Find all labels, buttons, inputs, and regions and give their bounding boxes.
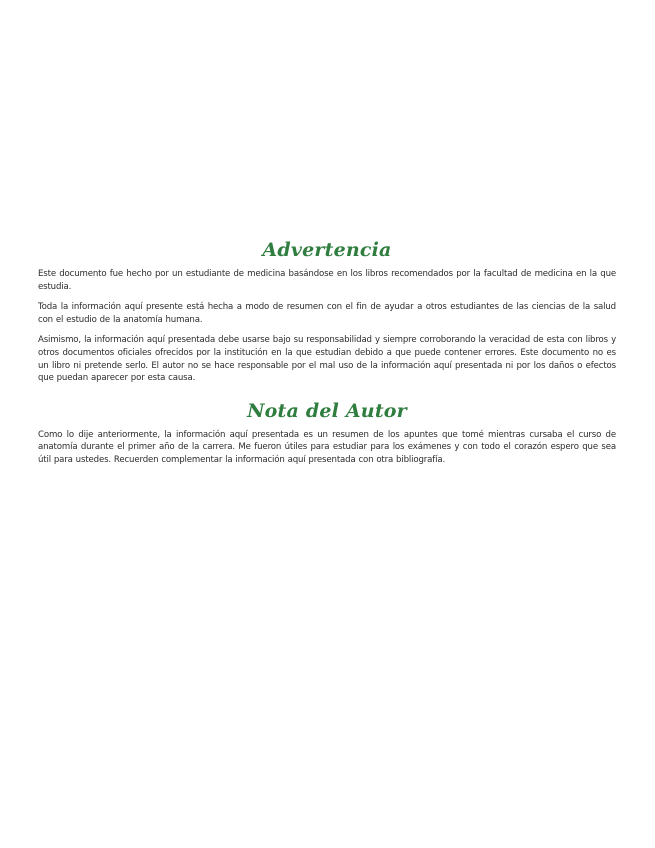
warning-paragraph-3: Asimismo, la información aquí presentada debe usarse bajo su responsabilidad y siempre corroborando la veracidad de esta con libros y otros documentos oficiales ofrecidos por la institución en la que estudian debido a que puede contener errores. Este documento no es un libro ni pretende serlo. El autor no se hace responsable por el mal uso de la información aquí presentada ni por los daños o efectos que puedan aparecer por esta causa.	[38, 335, 616, 384]
warning-paragraph-1: Este documento fue hecho por un estudiante de medicina basándose en los libros recomendados por la facultad de medicina en la que estudia.	[38, 269, 616, 292]
author-note-heading: Nota del Autor	[247, 399, 407, 422]
author-note-paragraph: Como lo dije anteriormente, la información aquí presentada es un resumen de los apuntes que tomé mientras cursaba el curso de anatomía durante el primer año de la carrera. Me fueron útiles para estudiar para los exámenes y con todo el corazón espero que sea útil para ustedes. Recuerden complementar la información aquí presentada con otra bibliografía.	[38, 429, 616, 465]
document-body	[38, 238, 616, 475]
warning-paragraph-2: Toda la información aquí presente está hecha a modo de resumen con el fin de ayudar a otros estudiantes de las ciencias de la salud con el estudio de la anatomía humana.	[38, 302, 616, 325]
warning-heading: Advertencia	[262, 239, 392, 261]
